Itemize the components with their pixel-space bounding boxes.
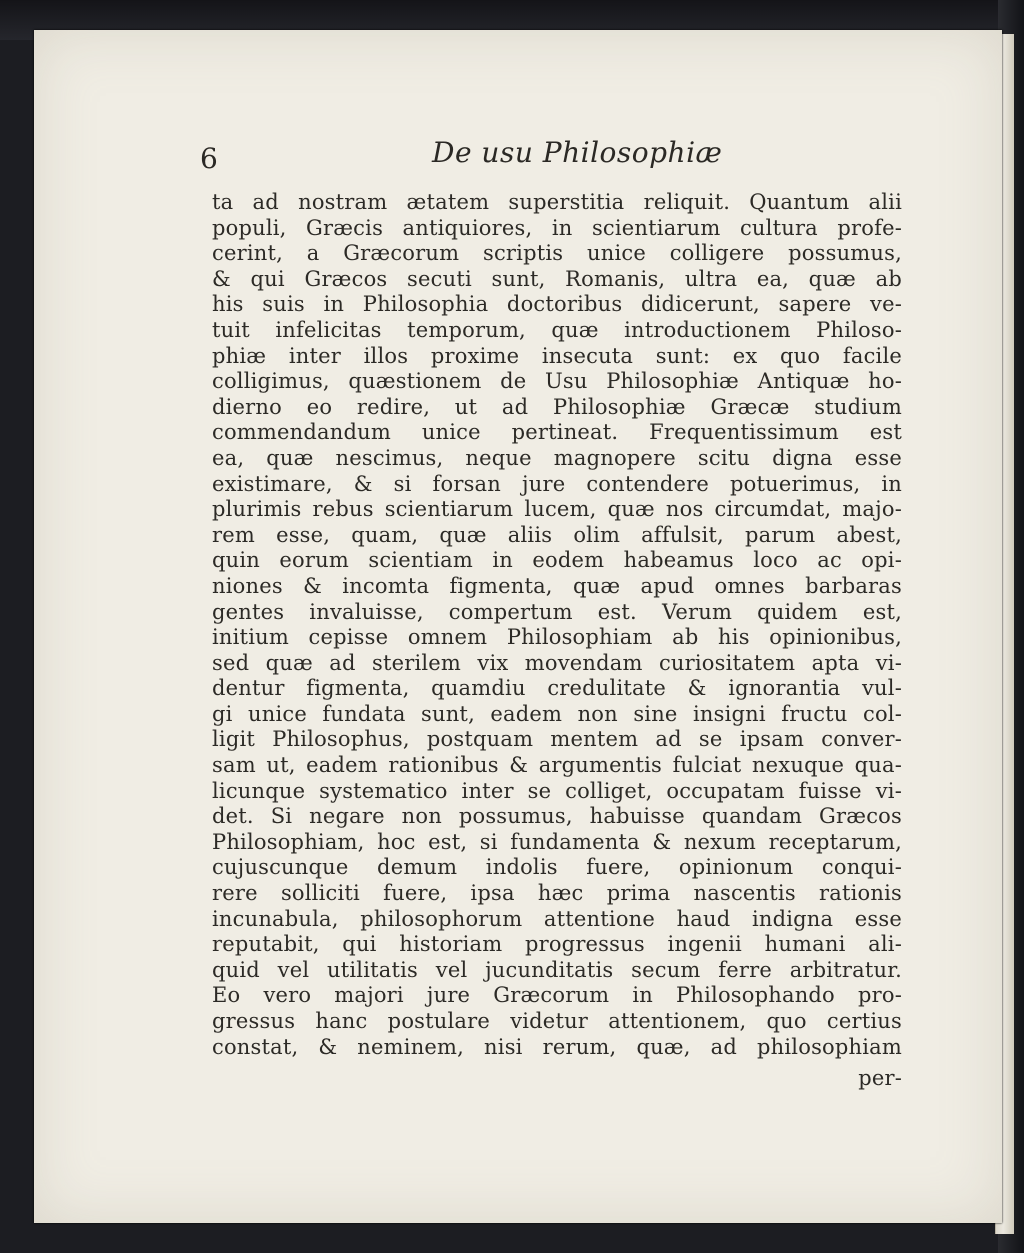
text-line: gi unice fundata sunt, eadem non sine insigni fructu col- [212,701,902,726]
text-line: commendandum unice pertineat. Frequentissimum est [212,420,902,445]
text-line: plurimis rebus scientiarum lucem, quæ nos circumdat, majo- [212,497,902,522]
text-line: & qui Græcos secuti sunt, Romanis, ultra ea, quæ ab [212,266,902,291]
text-line: quin eorum scientiam in eodem habeamus loco ac opi- [212,548,902,573]
text-line: rere solliciti fuere, ipsa hæc prima nascentis rationis [212,881,902,906]
text-line: sed quæ ad sterilem vix movendam curiositatem apta vi- [212,650,902,675]
text-line: his suis in Philosophia doctoribus didicerunt, sapere ve- [212,292,902,317]
page-number: 6 [200,142,218,175]
text-line: licunque systematico inter se colliget, occupatam fuisse vi- [212,778,902,803]
text-line: quid vel utilitatis vel jucunditatis secum ferre arbitratur. [212,957,902,982]
text-line: cujuscunque demum indolis fuere, opinionum conqui- [212,855,902,880]
text-line: constat, & neminem, nisi rerum, quæ, ad philosophiam [212,1034,902,1059]
text-line: phiæ inter illos proxime insecuta sunt: ex quo facile [212,343,902,368]
text-line: rem esse, quam, quæ aliis olim affulsit, parum abest, [212,522,902,547]
text-line: cerint, a Græcorum scriptis unice colligere possumus, [212,241,902,266]
text-line: gentes invaluisse, compertum est. Verum quidem est, [212,599,902,624]
text-line: gressus hanc postulare videtur attentionem, quo certius [212,1009,902,1033]
text-line: populi, Græcis antiquiores, in scientiarum cultura profe- [212,215,902,240]
text-line: colligimus, quæstionem de Usu Philosophiæ Antiquæ ho- [212,369,902,394]
text-line: det. Si negare non possumus, habuisse quandam Græcos [212,804,902,829]
text-line: reputabit, qui historiam progressus ingenii humani ali- [212,932,902,957]
text-line: ea, quæ nescimus, neque magnopere scitu digna esse [212,445,902,470]
text-line: dierno eo redire, ut ad Philosophiæ Græcæ studium [212,394,902,419]
text-line: sam ut, eadem rationibus & argumentis fulciat nexuque qua- [212,753,902,778]
text-line: Philosophiam, hoc est, si fundamenta & nexum receptarum, [212,829,902,854]
text-line: initium cepisse omnem Philosophiam ab his opinionibus, [212,625,902,650]
body-text [212,190,902,1092]
text-line: existimare, & si forsan jure contendere potuerimus, in [212,471,902,496]
text-line: Eo vero majori jure Græcorum in Philosophando pro- [212,983,902,1008]
running-head: De usu Philosophiæ [432,136,723,169]
text-line: incunabula, philosophorum attentione haud indigna esse [212,906,902,931]
text-line: ta ad nostram ætatem superstitia reliquit. Quantum alii [212,190,902,214]
text-line: niones & incomta figmenta, quæ apud omnes barbaras [212,573,902,598]
text-line: ligit Philosophus, postquam mentem ad se ipsam conver- [212,727,902,752]
text-line: tuit infelicitas temporum, quæ introductionem Philoso- [212,317,902,342]
catchword: per- [858,1066,902,1091]
text-line: dentur figmenta, quamdiu credulitate & ignorantia vul- [212,676,902,701]
